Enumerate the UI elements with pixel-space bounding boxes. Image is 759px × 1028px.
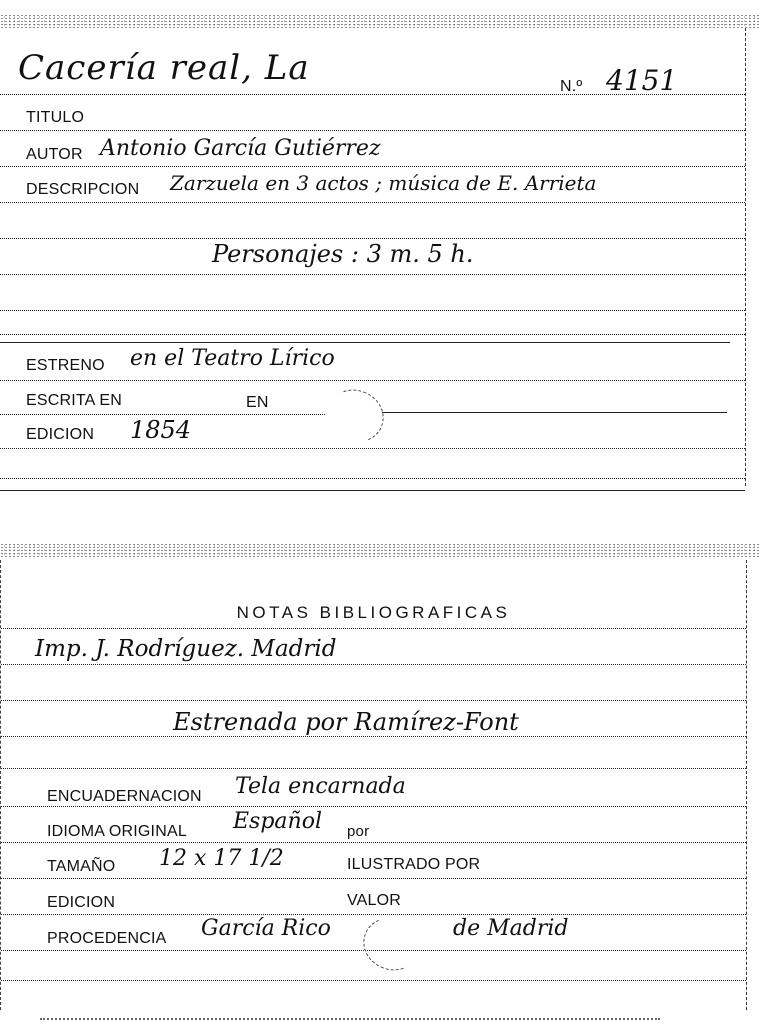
card-bottom-edge — [40, 1018, 660, 1020]
autor-label: AUTOR — [26, 146, 83, 163]
estreno-value: en el Teatro Lírico — [130, 346, 335, 371]
procedencia-label: PROCEDENCIA — [47, 930, 167, 947]
rule — [382, 412, 727, 413]
card-top-edge — [0, 543, 759, 557]
descripcion-label: DESCRIPCION — [26, 181, 140, 198]
rule — [0, 478, 745, 479]
catalog-card-back — [0, 560, 747, 1010]
note-line-2: Estrenada por Ramírez-Font — [173, 708, 519, 736]
valor-label: VALOR — [347, 892, 402, 909]
encuadernacion-label: ENCUADERNACION — [47, 788, 202, 805]
en-label: EN — [246, 394, 269, 411]
rule — [1, 664, 746, 665]
note-line-1: Imp. J. Rodríguez. Madrid — [35, 636, 337, 662]
rule — [0, 274, 745, 275]
number-label: N.º — [560, 78, 583, 95]
edicion-label: EDICION — [26, 426, 95, 443]
section-divider — [0, 342, 730, 343]
card-top-edge — [0, 14, 759, 28]
edicion-back-label: EDICION — [47, 894, 116, 911]
procedencia-value-a: García Rico — [201, 916, 331, 941]
rule — [1, 914, 746, 915]
edicion-value: 1854 — [130, 416, 192, 444]
punch-hole — [319, 382, 391, 451]
rule — [0, 414, 325, 415]
descripcion-value: Zarzuela en 3 actos ; música de E. Arrieta — [170, 171, 597, 195]
title-handwritten: Cacería real, La — [18, 48, 310, 88]
punch-hole — [356, 910, 428, 979]
number-handwritten: 4151 — [606, 64, 678, 97]
rule — [0, 202, 745, 203]
autor-value: Antonio García Gutiérrez — [100, 136, 381, 161]
escrita-en-label: ESCRITA EN — [26, 392, 122, 409]
rule — [1, 980, 746, 981]
rule — [0, 166, 745, 167]
personajes-value: Personajes : 3 m. 5 h. — [212, 240, 474, 268]
titulo-label: TITULO — [26, 109, 85, 126]
idioma-original-value: Español — [233, 809, 322, 834]
rule — [0, 238, 745, 239]
idioma-original-label: IDIOMA ORIGINAL — [47, 823, 187, 840]
rule — [1, 842, 746, 843]
rule — [1, 628, 746, 629]
rule — [0, 130, 745, 131]
ilustrado-por-label: ILUSTRADO POR — [347, 856, 481, 873]
rule — [0, 334, 745, 335]
estreno-label: ESTRENO — [26, 357, 105, 374]
rule — [0, 310, 745, 311]
rule — [1, 878, 746, 879]
catalog-card-front — [0, 28, 746, 486]
notas-heading: NOTAS BIBLIOGRAFICAS — [236, 603, 511, 622]
por-label: por — [347, 823, 370, 840]
rule — [1, 736, 746, 737]
card-bottom-edge — [0, 490, 745, 491]
rule — [1, 768, 746, 769]
tamano-label: TAMAÑO — [47, 858, 116, 875]
rule — [1, 700, 746, 701]
procedencia-value-b: de Madrid — [453, 916, 569, 941]
rule — [0, 380, 745, 381]
rule — [1, 806, 746, 807]
tamano-value: 12 x 17 1/2 — [159, 846, 284, 871]
encuadernacion-value: Tela encarnada — [235, 774, 406, 799]
rule — [0, 448, 745, 449]
